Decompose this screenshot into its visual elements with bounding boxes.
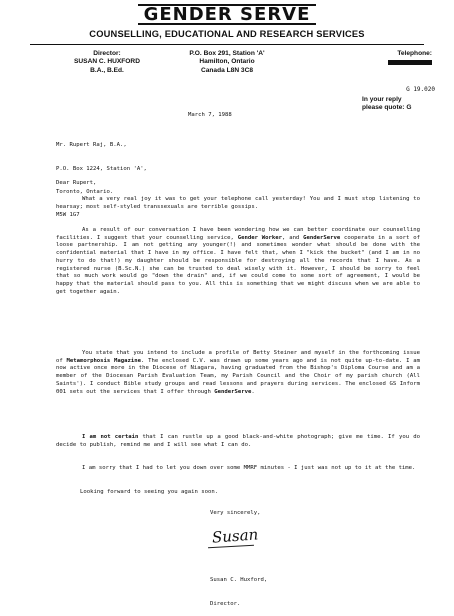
signer-name: Susan C. Huxford, bbox=[210, 577, 268, 584]
signature: Susan bbox=[211, 525, 259, 547]
address-line-3: Canada L8N 3C8 bbox=[200, 66, 254, 74]
director-degrees: B.A., B.Ed. bbox=[90, 66, 124, 74]
director-block bbox=[52, 50, 162, 75]
reply-reference-number: G 19.020 bbox=[406, 86, 435, 93]
director-name: SUSAN C. HUXFORD bbox=[74, 58, 140, 66]
letterhead-subtitle: COUNSELLING, EDUCATIONAL AND RESEARCH SERVICES bbox=[89, 29, 365, 39]
address-line-2: Hamilton, Ontario bbox=[199, 58, 255, 66]
address-line-1: P.O. Box 291, Station 'A' bbox=[189, 50, 265, 57]
paragraph-2: As a result of our conversation I have been wondering how we can better coordinate our counselling facilities. I suggest that your counselling service, Gender Worker, and GenderServe cooperate in a sort of loose partnership. I am not getting any younger(!) and sometimes wonder what should be done with the confidential material that I have in my office. I have felt that, when I "kick the bucket" (and I am in no hurry to do that!) my daughter should be responsible for destroying all the records that I have. As a registered nurse (B.Sc.N.) she can be trusted to deal wisely with it. However, I should be sorry to feel that so much work would go "down the drain" and, if we could come to some sort of agreement, I would be happy that the material should pass to you. All this is something that we might discuss when we are able to get together again. bbox=[56, 227, 420, 295]
salutation: Dear Rupert, bbox=[56, 180, 97, 186]
signer-title: Director. bbox=[210, 600, 241, 607]
paragraph-4: I am not certain that I can rustle up a good black-and-white photograph; give me time. If you do decide to publish, remind me and I will see what I can do. bbox=[56, 434, 421, 448]
paragraph-3: You state that you intend to include a profile of Betty Steiner and myself in the forthcoming issue of Metamorphosis Magazine. The enclosed C.V. was drawn up some years ago and is not quite up-to-date. I am now active once more in the Diocese of Niagara, having graduated from the Bishop's Diploma Course and am a member of the Diocesan Parish Evaluation Team, my Parish Council and the Choir of my parish church (All Saints'). I conduct Bible study groups and read lessons and prayers during services. The enclosed GS Inform 001 sets out the services that I offer through GenderServe. bbox=[56, 350, 420, 395]
redacted-phone-number bbox=[388, 60, 432, 65]
paragraph-6: Looking forward to seeing you again soon. bbox=[80, 489, 219, 495]
telephone-label: Telephone: bbox=[397, 50, 432, 57]
letterhead-rule bbox=[30, 44, 424, 45]
paragraph-5: I am sorry that I had to let you down over some MMRF minutes - I just was not up to it at the time. bbox=[82, 465, 416, 471]
letter-date: March 7, 1988 bbox=[188, 112, 232, 118]
reply-instructions: In your reply please quote: G bbox=[362, 96, 412, 112]
signer-block bbox=[210, 562, 267, 616]
closing: Very sincerely, bbox=[210, 510, 261, 516]
paragraph-1: What a very real joy it was to get your telephone call yesterday! You and I must stop listening to hearsay; most self-styled transsexuals are terrible gossips. bbox=[56, 196, 420, 210]
address-block bbox=[172, 50, 282, 75]
gender-serve-logo: GENDER SERVE bbox=[0, 4, 454, 25]
telephone-block bbox=[362, 50, 432, 67]
director-label: Director: bbox=[93, 50, 121, 57]
recipient-address: Mr. Rupert Raj, B.A., P.O. Box 1224, Station 'A', Toronto, Ontario. M5W 1G7 bbox=[56, 142, 147, 218]
